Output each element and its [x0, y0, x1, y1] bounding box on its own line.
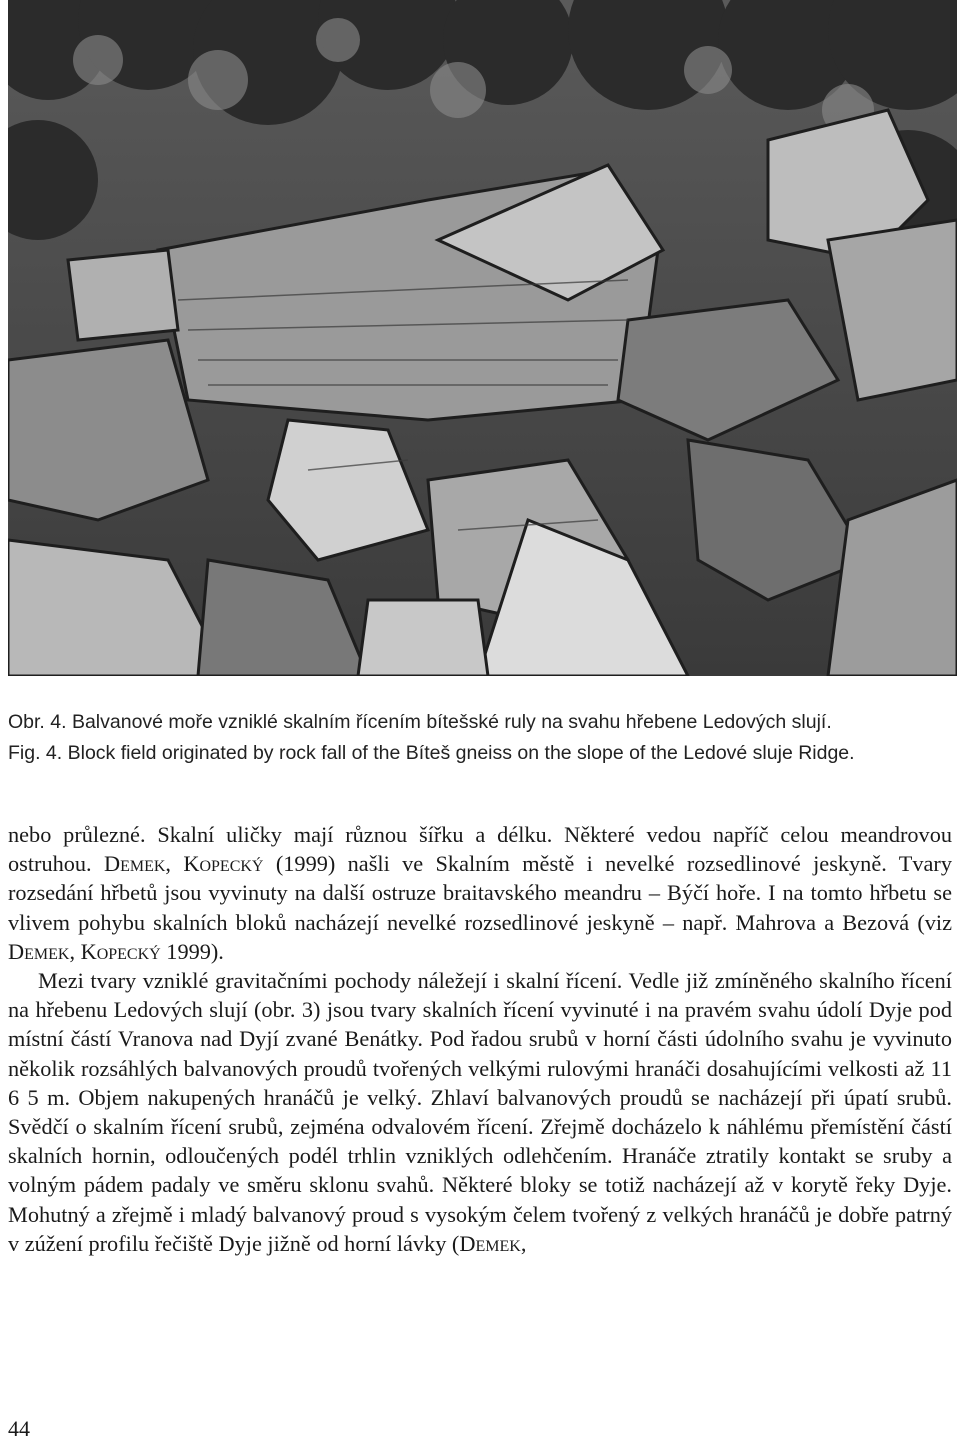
caption-english: Fig. 4. Block field originated by rock fall of the Bíteš gneiss on the slope of the Ledové sluje Ridge. [8, 742, 855, 764]
figure-photo [8, 0, 957, 676]
author-name: Demek [459, 1230, 521, 1256]
page-number: 44 [8, 1416, 30, 1441]
text-run: nebo průlezné. Skalní uličky mají různou šířku a délku. Některé vedou napříč celou meandrovou ostruhou. [8, 822, 952, 877]
body-text [8, 820, 952, 1258]
paragraph-1 [8, 820, 952, 966]
author-name: Kopecký [80, 938, 161, 964]
boulder-field-image [8, 0, 957, 676]
paragraph-2 [8, 966, 952, 1258]
author-name: Kopecký [183, 851, 264, 877]
figure-caption [8, 707, 952, 769]
caption-czech: Obr. 4. Balvanové moře vzniklé skalním řícením bítešské ruly na svahu hřebene Ledových slují. [8, 711, 832, 733]
text-run: , [69, 938, 81, 964]
text-run: , [165, 851, 184, 877]
text-run: (1999) našli ve Skalním městě i nevelké rozsedlinové jeskyně. Tvary rozsedání hřbetů jsou vyvinuty na další ostruze braitavského meandru – Býčí hoře. I na tomto hřbetu se vlivem pohybu skalních bloků nacházejí nevelké rozsedlinové jeskyně – např. Mahrova a Bezová (viz [8, 851, 952, 935]
text-run: Mezi tvary vzniklé gravitačními pochody náležejí i skalní řícení. Vedle již zmíněného skalního řícení na hřebenu Ledových slují (obr. 3) jsou tvary skalních řícení vyvinuté i na pravém svahu údolí Dyje pod místní částí Vranova nad Dyjí zvané Benátky. Pod řadou srubů v horní části údolního svahu je vyvinuto několik rozsáhlých balvanových proudů tvořených velkými rulovými hranáči dosahujícími velkosti až 11 6 5 m. Objem nakupených hranáčů je velký. Zhlaví balvanových proudů se nacházejí při úpatí srubů. Svědčí o skalním řícení srubů, zejména odvalovém řícení. Zřejmě docházelo k náhlému přemístění částí skalních hornin, odloučených podél trhlin vzniklých odlehčením. Hranáče ztratily kontakt se sruby a volným pádem padaly ve směru sklonu svahů. Některé bloky se totiž nacházejí až v korytě řeky Dyje. Mohutný a zřejmě i mladý balvanový proud s vysokým čelem tvořený z velkých hranáčů je dobře patrný v zúžení profilu řečiště Dyje jižně od horní lávky ( [8, 968, 952, 1256]
text-run: 1999). [160, 938, 224, 964]
author-name: Demek [103, 851, 166, 877]
author-name: Demek [8, 938, 70, 964]
text-run: , [520, 1230, 527, 1256]
